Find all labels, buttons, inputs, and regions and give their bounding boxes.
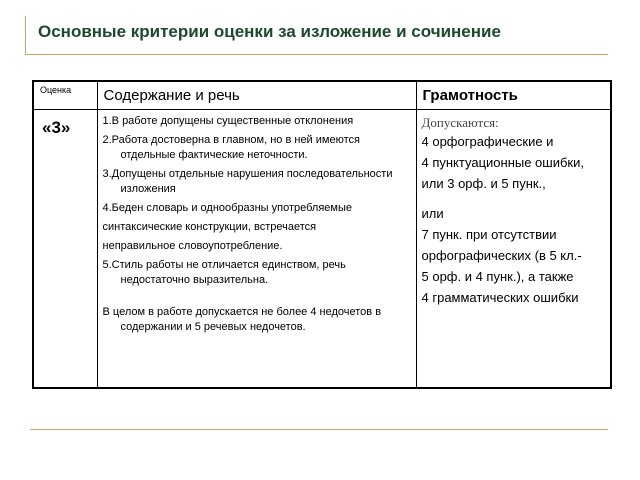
title-rule-horizontal <box>25 54 608 55</box>
literacy-intro: Допускаются: <box>421 114 499 130</box>
literacy-item: 4 грамматических ошибки <box>421 289 579 305</box>
content-item: 2.Работа достоверна в главном, но в ней имеются отдельные фактические неточности. <box>102 133 360 161</box>
literacy-item: орфографических (в 5 кл.- <box>421 247 582 263</box>
content-item: 1.В работе допущены существенные отклонения <box>102 114 354 127</box>
content-item: 4.Беден словарь и однообразны употребляемые <box>102 201 353 214</box>
grade-value: «3» <box>33 109 97 388</box>
footer-rule <box>30 429 608 430</box>
title-rule-vertical <box>25 16 26 54</box>
content-cell <box>97 109 416 388</box>
content-item: 3.Допущены отдельные нарушения последовательности изложения <box>102 167 393 195</box>
header-grade: Оценка <box>33 81 97 109</box>
header-content: Содержание и речь <box>97 81 416 109</box>
content-summary: В целом в работе допускается не более 4 недочетов в содержании и 5 речевых недочетов. <box>102 305 382 333</box>
content-item: 5.Стиль работы не отличается единством, речь недостаточно выразительна. <box>102 258 346 286</box>
content-item: синтаксические конструкции, встречается <box>102 220 317 233</box>
table-header-row <box>33 81 611 109</box>
slide-title: Основные критерии оценки за изложение и сочинение <box>38 22 501 41</box>
literacy-item: 4 пунктуационные ошибки, <box>421 154 584 170</box>
literacy-item: или 3 орф. и 5 пунк., <box>421 175 546 191</box>
literacy-item: 5 орф. и 4 пунк.), а также <box>421 268 574 284</box>
literacy-item: 7 пунк. при отсутствии <box>421 226 557 242</box>
content-item: неправильное словоупотребление. <box>102 239 283 252</box>
literacy-cell <box>416 109 611 388</box>
literacy-item: или <box>421 205 444 221</box>
criteria-table <box>32 80 612 389</box>
header-literacy: Грамотность <box>416 81 611 109</box>
table-row <box>33 109 611 388</box>
literacy-item: 4 орфографические и <box>421 133 554 149</box>
